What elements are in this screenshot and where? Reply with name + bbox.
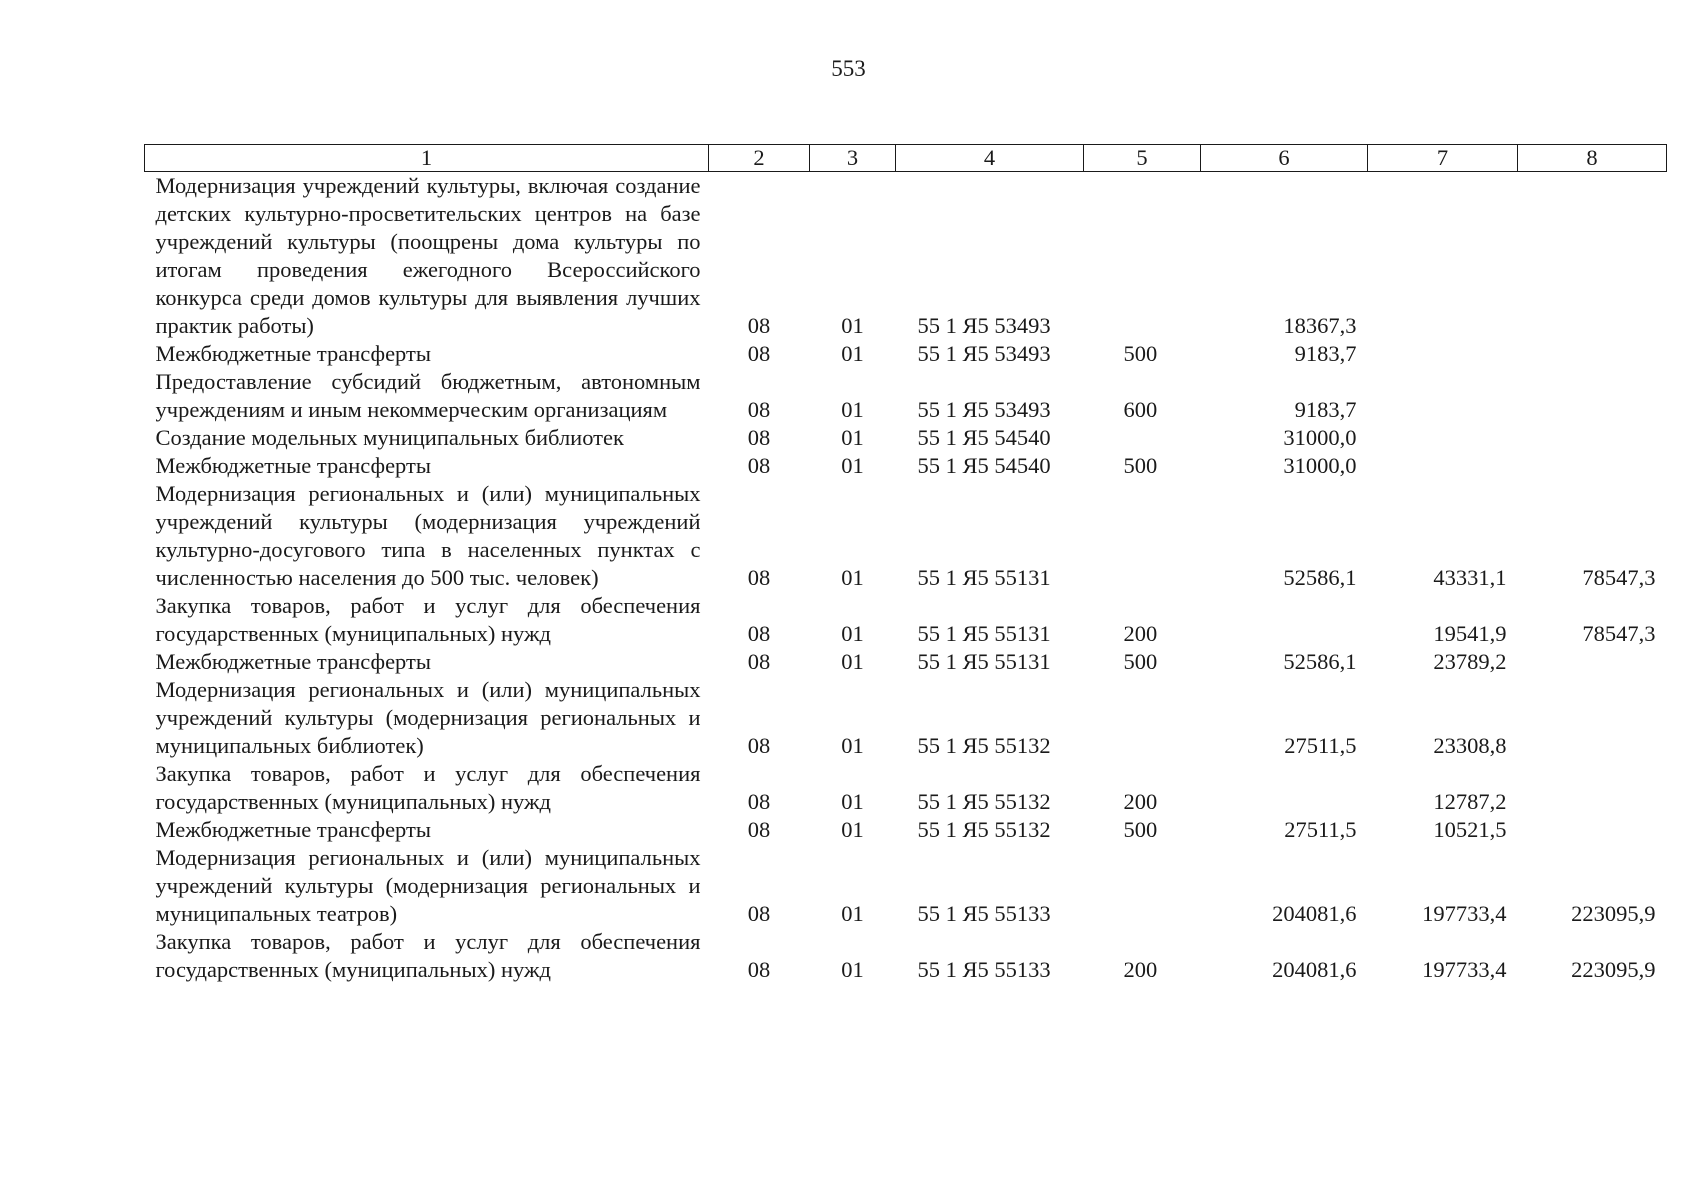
row-amount-col7 [1368,368,1518,424]
row-section: 08 [747,957,771,982]
row-amount-col6: 31000,0 [1283,425,1357,450]
row-target-article: 55 1 Я5 55132 [917,733,1051,758]
row-amount-col6 [1201,592,1368,648]
row-name: Закупка товаров, работ и услуг для обеспечения государственных (муниципальных) нужд [155,761,701,814]
row-section: 08 [747,733,771,758]
row-amount-col7 [1368,340,1518,368]
row-subsection: 01 [841,789,864,814]
row-subsection: 01 [841,733,864,758]
row-section: 08 [747,425,771,450]
column-header-7: 7 [1368,145,1518,172]
row-amount-col7 [1368,172,1518,341]
row-amount-col6: 204081,6 [1272,957,1357,982]
row-amount-col7: 23308,8 [1433,733,1507,758]
row-target-article: 55 1 Я5 55132 [917,817,1051,842]
row-amount-col6: 52586,1 [1283,565,1357,590]
row-amount-col6 [1201,760,1368,816]
table-header [145,145,1667,172]
row-amount-col8 [1518,424,1667,452]
row-amount-col8 [1518,760,1667,816]
row-amount-col6: 27511,5 [1284,817,1357,842]
row-amount-col8 [1518,172,1667,341]
row-expense-type [1084,424,1201,452]
row-amount-col7: 23789,2 [1433,649,1507,674]
row-amount-col6: 27511,5 [1284,733,1357,758]
row-subsection: 01 [841,957,864,982]
row-target-article: 55 1 Я5 53493 [917,341,1051,366]
row-amount-col8 [1518,816,1667,844]
row-section: 08 [747,397,771,422]
column-header-2: 2 [709,145,810,172]
table-row [145,368,1667,424]
row-amount-col7: 43331,1 [1433,565,1507,590]
row-amount-col8 [1518,368,1667,424]
row-target-article: 55 1 Я5 55133 [917,901,1051,926]
row-section: 08 [747,621,771,646]
row-amount-col7: 12787,2 [1433,789,1507,814]
row-expense-type: 200 [1123,789,1158,814]
row-name: Предоставление субсидий бюджетным, автономным учреждениям и иным некоммерческим организациям [155,369,701,422]
table-row [145,760,1667,816]
table-row [145,816,1667,844]
row-expense-type: 500 [1123,453,1158,478]
table-row [145,648,1667,676]
row-target-article: 55 1 Я5 55132 [917,789,1051,814]
table-row [145,424,1667,452]
row-section: 08 [747,649,771,674]
row-target-article: 55 1 Я5 55131 [917,565,1051,590]
row-name: Модернизация учреждений культуры, включая создание детских культурно-просветительских центров на базе учреждений культуры (поощрены дома культуры по итогам проведения ежегодного Всероссийского конкурса среди домов культуры для выявления лучших практик работы) [155,173,701,338]
row-expense-type: 500 [1123,341,1158,366]
row-expense-type: 500 [1123,649,1158,674]
table-row [145,592,1667,648]
row-name: Межбюджетные трансферты [155,341,431,366]
row-amount-col6: 31000,0 [1283,453,1357,478]
row-expense-type: 200 [1123,621,1158,646]
row-subsection: 01 [841,649,864,674]
row-amount-col8 [1518,340,1667,368]
table-row [145,340,1667,368]
column-header-5: 5 [1084,145,1201,172]
table-row [145,676,1667,760]
table-row [145,928,1667,984]
row-amount-col7: 19541,9 [1433,621,1507,646]
table-row [145,844,1667,928]
row-name: Модернизация региональных и (или) муниципальных учреждений культуры (модернизация учреждений культурно-досугового типа в населенных пунктах с численностью населения до 500 тыс. человек) [155,481,701,590]
row-name: Закупка товаров, работ и услуг для обеспечения государственных (муниципальных) нужд [155,929,701,982]
row-amount-col7 [1368,424,1518,452]
row-expense-type [1084,480,1201,592]
row-section: 08 [747,313,771,338]
row-subsection: 01 [841,425,864,450]
row-name: Создание модельных муниципальных библиотек [155,425,624,450]
row-amount-col6: 204081,6 [1272,901,1357,926]
column-header-4: 4 [896,145,1084,172]
table-body [145,172,1667,985]
row-expense-type: 600 [1123,397,1158,422]
row-amount-col6: 9183,7 [1294,397,1357,422]
row-target-article: 55 1 Я5 55131 [917,621,1051,646]
row-name: Модернизация региональных и (или) муниципальных учреждений культуры (модернизация региональных и муниципальных театров) [155,845,701,926]
header-row [145,145,1667,172]
row-target-article: 55 1 Я5 55133 [917,957,1051,982]
row-section: 08 [747,565,771,590]
row-section: 08 [747,453,771,478]
column-header-8: 8 [1518,145,1667,172]
row-amount-col7: 197733,4 [1422,957,1507,982]
table-row [145,172,1667,341]
row-name: Межбюджетные трансферты [155,817,431,842]
row-expense-type: 500 [1123,817,1158,842]
row-amount-col7: 10521,5 [1433,817,1507,842]
row-target-article: 55 1 Я5 53493 [917,397,1051,422]
row-section: 08 [747,341,771,366]
row-section: 08 [747,789,771,814]
row-expense-type: 200 [1123,957,1158,982]
row-target-article: 55 1 Я5 53493 [917,313,1051,338]
column-header-1: 1 [145,145,709,172]
row-amount-col8: 78547,3 [1582,565,1656,590]
row-expense-type [1084,676,1201,760]
row-target-article: 55 1 Я5 55131 [917,649,1051,674]
row-target-article: 55 1 Я5 54540 [917,425,1051,450]
table-row [145,452,1667,480]
row-subsection: 01 [841,397,864,422]
row-amount-col6: 9183,7 [1294,341,1357,366]
row-name: Межбюджетные трансферты [155,453,431,478]
row-subsection: 01 [841,341,864,366]
budget-table [144,144,1667,984]
row-section: 08 [747,817,771,842]
row-amount-col8: 223095,9 [1571,901,1656,926]
row-name: Модернизация региональных и (или) муниципальных учреждений культуры (модернизация региональных и муниципальных библиотек) [155,677,701,758]
row-expense-type [1084,844,1201,928]
table-row [145,480,1667,592]
row-expense-type [1084,172,1201,341]
row-subsection: 01 [841,453,864,478]
row-amount-col6: 18367,3 [1283,313,1357,338]
row-amount-col6: 52586,1 [1283,649,1357,674]
row-subsection: 01 [841,621,864,646]
row-name: Закупка товаров, работ и услуг для обеспечения государственных (муниципальных) нужд [155,593,701,646]
row-amount-col7: 197733,4 [1422,901,1507,926]
page-number: 553 [831,56,866,81]
column-header-6: 6 [1201,145,1368,172]
row-amount-col8 [1518,452,1667,480]
row-target-article: 55 1 Я5 54540 [917,453,1051,478]
row-subsection: 01 [841,817,864,842]
row-amount-col8: 78547,3 [1582,621,1656,646]
column-header-3: 3 [810,145,896,172]
row-amount-col8 [1518,648,1667,676]
row-amount-col7 [1368,452,1518,480]
row-name: Межбюджетные трансферты [155,649,431,674]
row-amount-col8: 223095,9 [1571,957,1656,982]
row-section: 08 [747,901,771,926]
row-subsection: 01 [841,313,864,338]
row-subsection: 01 [841,565,864,590]
row-subsection: 01 [841,901,864,926]
row-amount-col8 [1518,676,1667,760]
